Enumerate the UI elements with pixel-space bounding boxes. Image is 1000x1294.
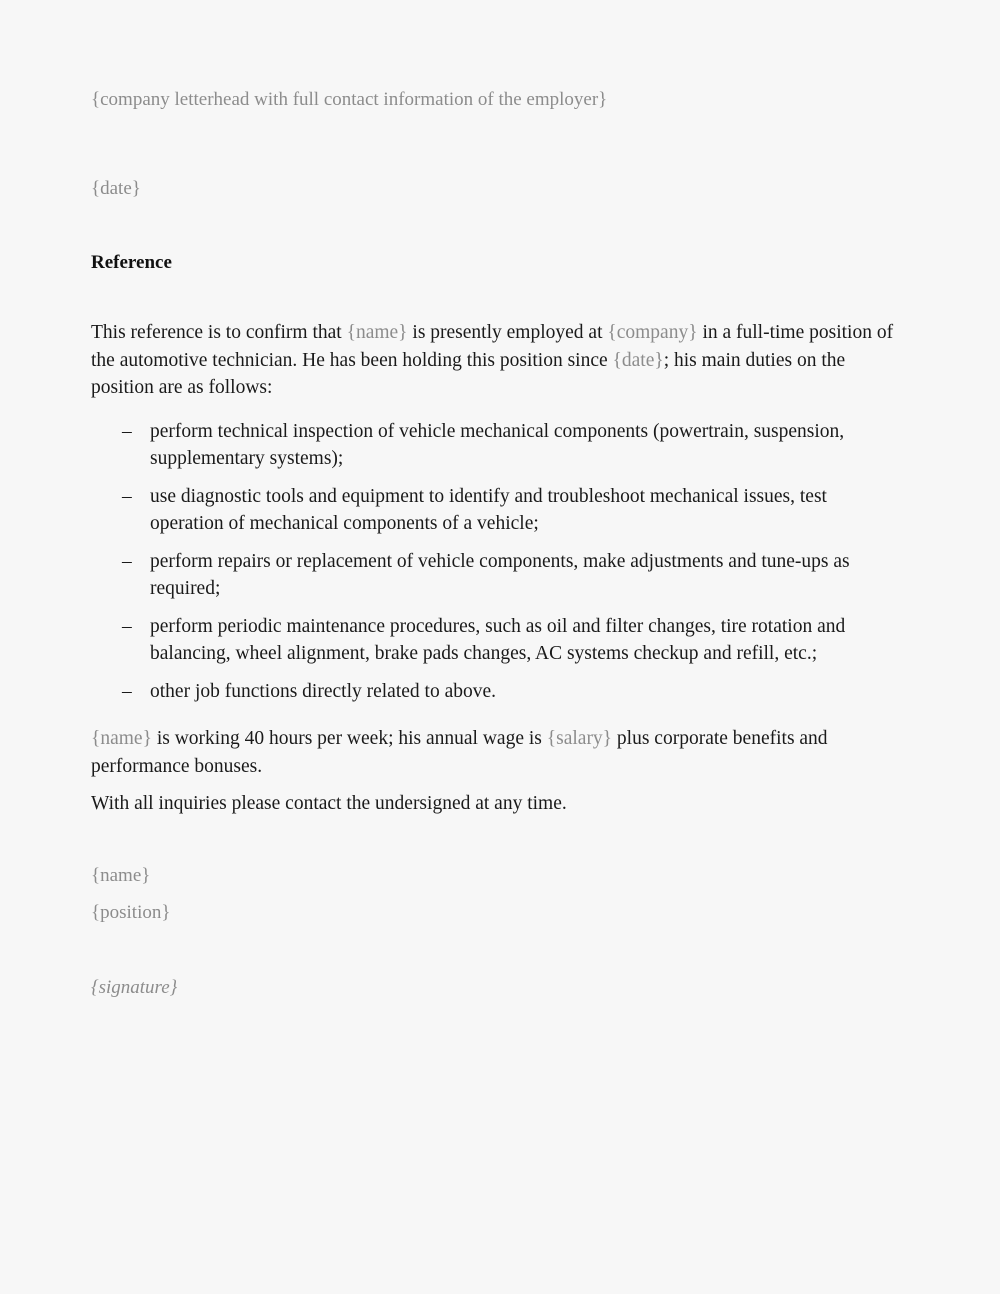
signature-placeholder: {signature} bbox=[91, 976, 178, 998]
intro-text-part2: is presently employed at bbox=[407, 322, 608, 343]
list-item-label: perform repairs or replacement of vehicle components, make adjustments and tune-ups as required; bbox=[150, 550, 850, 599]
list-item bbox=[91, 418, 902, 473]
intro-text-part1: This reference is to confirm that bbox=[91, 322, 347, 343]
employment-start-date-placeholder: {date} bbox=[612, 349, 664, 371]
intro-text-part4: ; his main duties on the position are as follows: bbox=[91, 349, 846, 398]
dash-bullet-icon: – bbox=[122, 615, 132, 637]
letter-date-placeholder: {date} bbox=[91, 178, 141, 199]
list-item bbox=[91, 678, 902, 706]
dash-bullet-icon: – bbox=[122, 485, 132, 507]
list-item bbox=[91, 548, 902, 603]
page-title: Reference bbox=[91, 252, 172, 273]
wage-text-part2: plus corporate benefits and performance bonuses. bbox=[91, 728, 828, 777]
inquiries-paragraph: With all inquiries please contact the undersigned at any time. bbox=[91, 793, 567, 814]
list-item-label: other job functions directly related to above. bbox=[150, 680, 497, 702]
wage-paragraph bbox=[91, 725, 902, 780]
list-item-label: perform technical inspection of vehicle mechanical components (powertrain, suspension, supplementary systems); bbox=[150, 420, 845, 469]
employee-name-placeholder: {name} bbox=[346, 322, 408, 343]
signer-name-placeholder: {name} bbox=[91, 864, 151, 886]
intro-paragraph bbox=[91, 319, 902, 402]
signature-block bbox=[91, 862, 902, 1001]
duties-list bbox=[91, 418, 902, 706]
list-item-label: perform periodic maintenance procedures, such as oil and filter changes, tire rotation and balancing, wheel alignment, brake pads changes, AC systems checkup and refill, etc.; bbox=[150, 615, 846, 664]
company-name-placeholder: {company} bbox=[607, 322, 698, 343]
dash-bullet-icon: – bbox=[122, 420, 132, 442]
dash-bullet-icon: – bbox=[122, 550, 132, 572]
company-letterhead-placeholder: {company letterhead with full contact information of the employer} bbox=[91, 89, 608, 110]
list-item-label: use diagnostic tools and equipment to identify and troubleshoot mechanical issues, test operation of mechanical components of a vehicle; bbox=[150, 485, 827, 534]
signer-position-placeholder: {position} bbox=[91, 901, 171, 923]
dash-bullet-icon: – bbox=[122, 680, 132, 702]
employee-name-placeholder: {name} bbox=[91, 728, 152, 749]
list-item bbox=[91, 613, 902, 668]
intro-text-part3: in a full-time position of the automotive technician. He has been holding this position since bbox=[91, 322, 894, 371]
wage-text-part1: is working 40 hours per week; his annual wage is bbox=[151, 728, 547, 749]
salary-placeholder: {salary} bbox=[546, 728, 613, 749]
list-item bbox=[91, 483, 902, 538]
